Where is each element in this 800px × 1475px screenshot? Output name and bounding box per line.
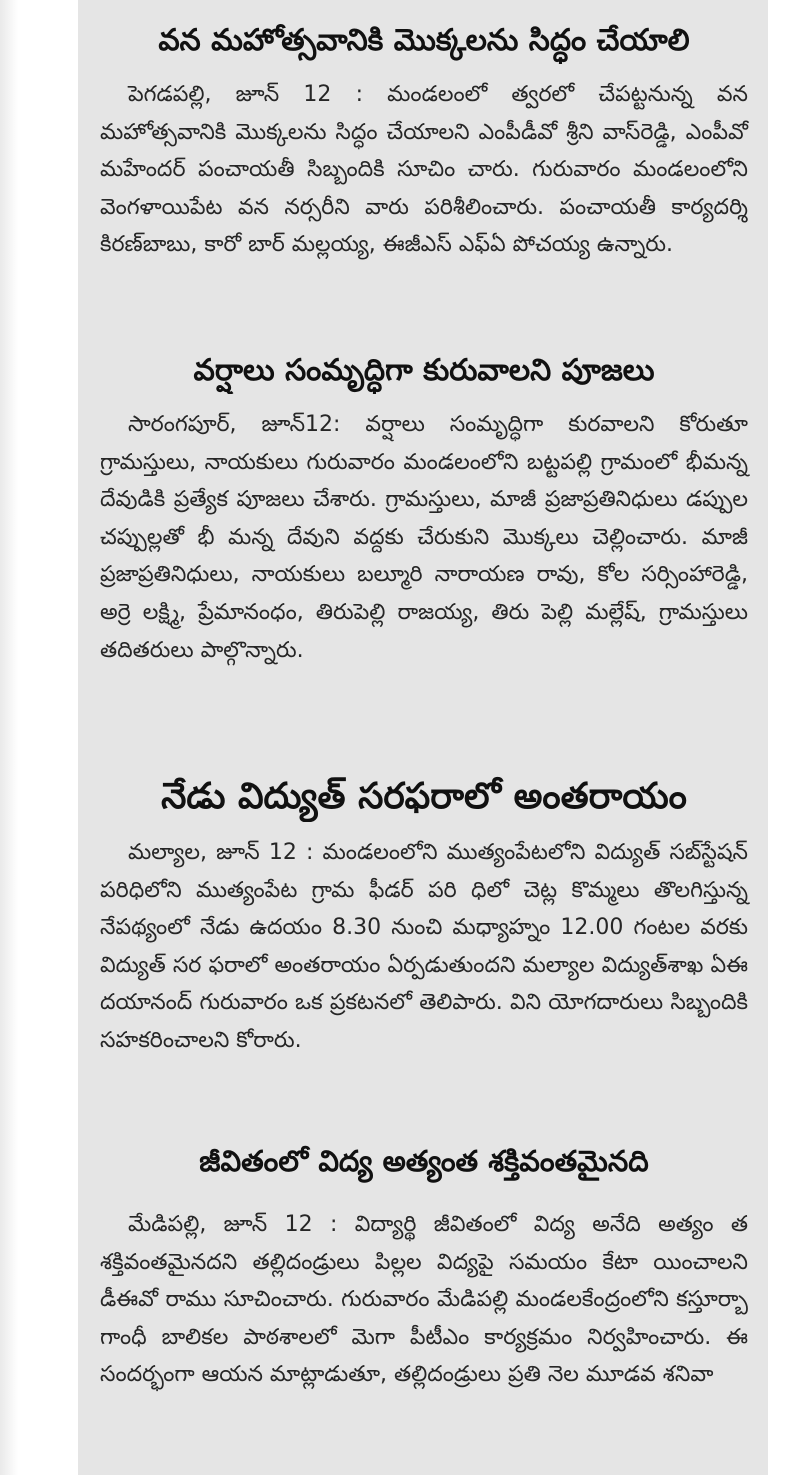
newspaper-clipping: [78, 0, 768, 1475]
article-body: సారంగపూర్, జూన్12: వర్షాలు సంమృద్ధిగా కురవాలని కోరుతూ గ్రామస్తులు, నాయకులు గురువారం మండలంలోని బట్టపల్లి గ్రామంలో భీమన్న దేవుడికి ప్రత్యేక పూజలు చేశారు. గ్రామస్తులు, మాజీ ప్రజాప్రతినిధులు డప్పుల చప్పుల్లతో భీ మన్న దేవుని వద్దకు చేరుకుని మొక్కలు చెల్లించారు. మాజీ ప్రజాప్రతినిధులు, నాయకులు బల్మూరి నారాయణ రావు, కోల సర్సింహారెడ్డి, అర్రె లక్ష్మి, ప్రేమానంధం, తిరుపెల్లి రాజయ్య, తిరు పెల్లి మల్లేష్, గ్రామస్తులు తదితరులు పాల్గొన్నారు.: [100, 412, 748, 663]
article-body: మేడిపల్లి, జూన్ 12 : విద్యార్థి జీవితంలో విద్య అనేది అత్యం త శక్తివంతమైనదని తల్లిదండ్రులు పిల్లల విద్యపై సమయం కేటా యించాలని డీఈవో రాము సూచించారు. గురువారం మేడిపల్లి మండలకేంద్రంలోని కస్తూర్బా గాంధీ బాలికల పాఠశాలలో మెగా పీటీఎం కార్యక్రమం నిర్వహించారు. ఈ సందర్భంగా ఆయన మాట్లాడుతూ, తల్లిదండ్రులు ప్రతి నెల మూడవ శనివా: [100, 1212, 748, 1388]
article-headline: నేడు విద్యుత్ సరఫరాలో అంతరాయం: [161, 776, 687, 817]
article-body: మల్యాల, జూన్ 12 : మండలంలోని ముత్యంపేటలోని విద్యుత్ సబ్‌స్టేషన్ పరిధిలోని ముత్యంపేట గ్రామ ఫీడర్ పరి ధిలో చెట్ల కొమ్మలు తొలగిస్తున్న నేపథ్యంలో నేడు ఉదయం 8.30 నుంచి మధ్యాహ్నం 12.00 గంటల వరకు విద్యుత్ సర ఫరాలో అంతరాయం ఏర్పడుతుందని మల్యాల విద్యుత్‌శాఖ ఏఈ దయానంద్ గురువారం ఒక ప్రకటనలో తెలిపారు. విని యోగదారులు సిబ్బందికి సహకరించాలని కోరారు.: [100, 840, 748, 1053]
article-education: [100, 1138, 748, 1394]
article-vana-mahotsavam: [100, 18, 748, 264]
article-power-interruption: [100, 772, 748, 1060]
article-body: పెగడపల్లి, జూన్ 12 : మండలంలో త్వరలో చేపట్టనున్న వన మహోత్సవానికి మొక్కలను సిద్ధం చేయాలని ఎంపీడీవో శ్రీని వాస్‌రెడ్డి, ఎంపీవో మహేందర్ పంచాయతీ సిబ్బందికి సూచిం చారు. గురువారం మండలంలోని వెంగళాయిపేట వన నర్సరీని వారు పరిశీలించారు. పంచాయతీ కార్యదర్శి కిరణ్‌బాబు, కారో బార్ మల్లయ్య, ఈజీఎస్ ఎఫ్ఏ పోచయ్య ఉన్నారు.: [100, 82, 748, 258]
article-headline: వర్షాలు సంమృద్ధిగా కురువాలని పూజలు: [193, 353, 655, 388]
article-rain-prayers: [100, 348, 748, 669]
article-headline: వన మహోత్సవానికి మొక్కలను సిద్ధం చేయాలి: [158, 23, 690, 58]
article-headline: జీవితంలో విద్య అత్యంత శక్తివంతమైనది: [199, 1144, 649, 1178]
page-left-margin: [0, 0, 18, 1475]
